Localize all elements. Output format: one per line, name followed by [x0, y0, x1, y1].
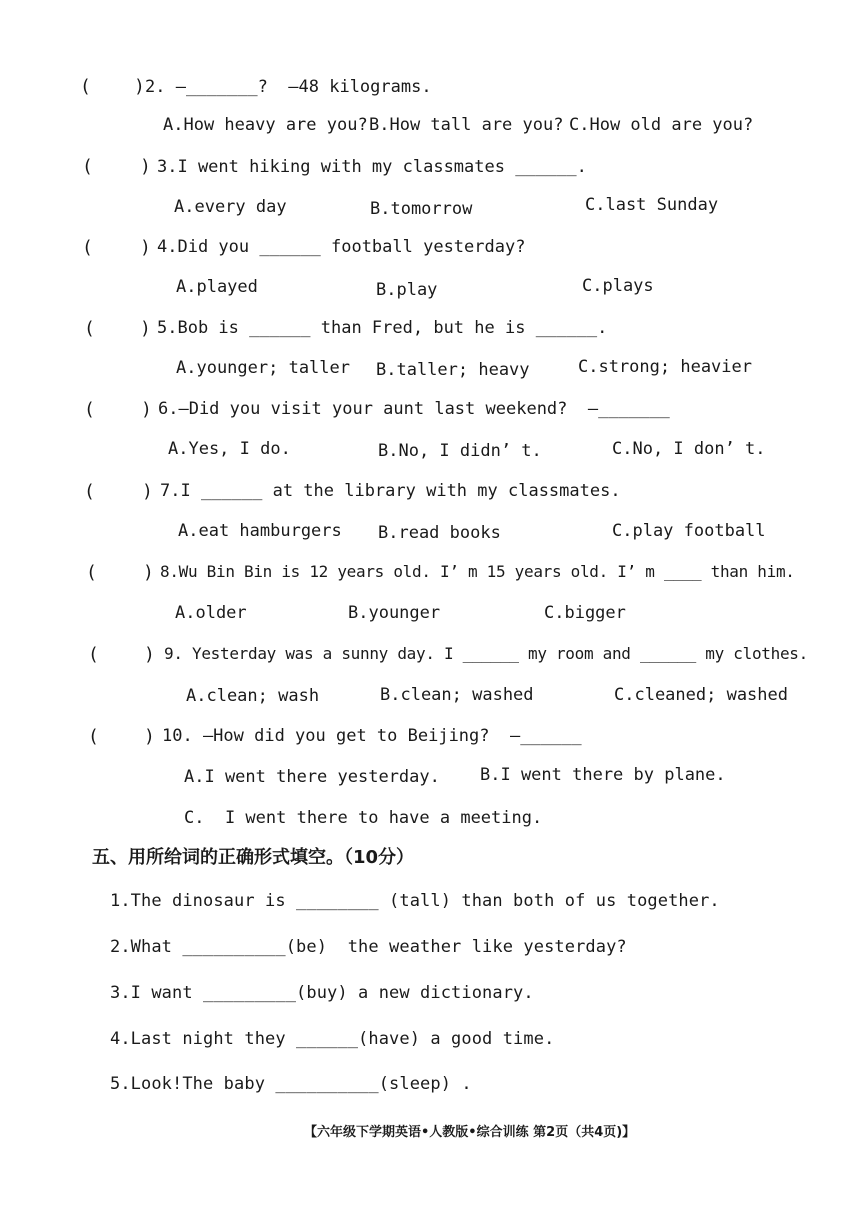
- option-c: C.No, I don’ t.: [612, 439, 766, 459]
- option-b: B.No, I didn’ t.: [378, 441, 542, 461]
- option-a: A.How heavy are you?: [163, 115, 368, 135]
- option-c: C.last Sunday: [585, 195, 719, 215]
- option-b: B.taller; heavy: [376, 360, 530, 380]
- answer-paren-open: (: [88, 726, 99, 747]
- option-b: B.younger: [348, 603, 441, 623]
- answer-paren-open: (: [82, 156, 93, 177]
- answer-paren-open: (: [82, 237, 93, 258]
- answer-paren-open: (: [88, 644, 99, 665]
- answer-paren-close: ): [140, 156, 151, 177]
- option-c: C. I went there to have a meeting.: [184, 808, 543, 828]
- option-c: C.plays: [582, 276, 654, 296]
- fill-item-4: 4.Last night they ______(have) a good time.: [110, 1029, 555, 1049]
- option-a: A.played: [176, 277, 258, 297]
- question-text: 5.Bob is ______ than Fred, but he is ______.: [157, 318, 608, 338]
- answer-paren-close: ): [144, 644, 155, 665]
- fill-item-5: 5.Look!The baby __________(sleep) .: [110, 1074, 472, 1094]
- option-a: A.every day: [174, 197, 287, 217]
- fill-item-2: 2.What __________(be) the weather like yesterday?: [110, 937, 627, 957]
- section-5-title: 五、用所给词的正确形式填空。（10分）: [92, 847, 415, 868]
- question-text: 9. Yesterday was a sunny day. I ______ my room and ______ my clothes.: [164, 644, 808, 663]
- question-text: 8.Wu Bin Bin is 12 years old. I’ m 15 years old. I’ m ____ than him.: [160, 562, 795, 581]
- option-a: A.I went there yesterday.: [184, 767, 440, 787]
- option-a: A.eat hamburgers: [178, 521, 342, 541]
- option-b: B.I went there by plane.: [480, 765, 726, 785]
- answer-paren-close: ): [140, 237, 151, 258]
- option-a: A.clean; wash: [186, 686, 320, 706]
- option-b: B.play: [376, 280, 438, 300]
- option-b: B.clean; washed: [380, 685, 534, 705]
- option-b: B.read books: [378, 523, 501, 543]
- question-text: 2. —_______? —48 kilograms.: [145, 77, 432, 97]
- question-text: 6.—Did you visit your aunt last weekend? —_______: [158, 399, 670, 419]
- option-a: A.Yes, I do.: [168, 439, 291, 459]
- option-c: C.How old are you?: [569, 115, 754, 135]
- answer-paren-open: (: [86, 562, 97, 583]
- answer-paren-close: ): [143, 562, 154, 583]
- answer-paren-close: ): [142, 481, 153, 502]
- option-c: C.strong; heavier: [578, 357, 752, 377]
- answer-paren-close: ): [144, 726, 155, 747]
- option-c: C.play football: [612, 521, 766, 541]
- question-text: 10. —How did you get to Beijing? —______: [162, 726, 582, 746]
- question-text: 3.I went hiking with my classmates ______.: [157, 157, 587, 177]
- answer-paren-close: ): [134, 76, 145, 97]
- option-c: C.bigger: [544, 603, 626, 623]
- option-b: B.tomorrow: [370, 199, 473, 219]
- answer-paren-open: (: [84, 318, 95, 339]
- question-text: 4.Did you ______ football yesterday?: [157, 237, 526, 257]
- page-footer: 【六年级下学期英语•人教版•综合训练 第2页（共4页)】: [304, 1125, 636, 1140]
- fill-item-3: 3.I want _________(buy) a new dictionary.: [110, 983, 534, 1003]
- answer-paren-open: (: [84, 399, 95, 420]
- option-a: A.younger; taller: [176, 358, 350, 378]
- option-c: C.cleaned; washed: [614, 685, 788, 705]
- answer-paren-close: ): [140, 318, 151, 339]
- option-a: A.older: [175, 603, 247, 623]
- answer-paren-open: (: [80, 76, 91, 97]
- fill-item-1: 1.The dinosaur is ________ (tall) than both of us together.: [110, 891, 720, 911]
- question-text: 7.I ______ at the library with my classmates.: [160, 481, 621, 501]
- option-b: B.How tall are you?: [369, 115, 564, 135]
- answer-paren-close: ): [141, 399, 152, 420]
- answer-paren-open: (: [84, 481, 95, 502]
